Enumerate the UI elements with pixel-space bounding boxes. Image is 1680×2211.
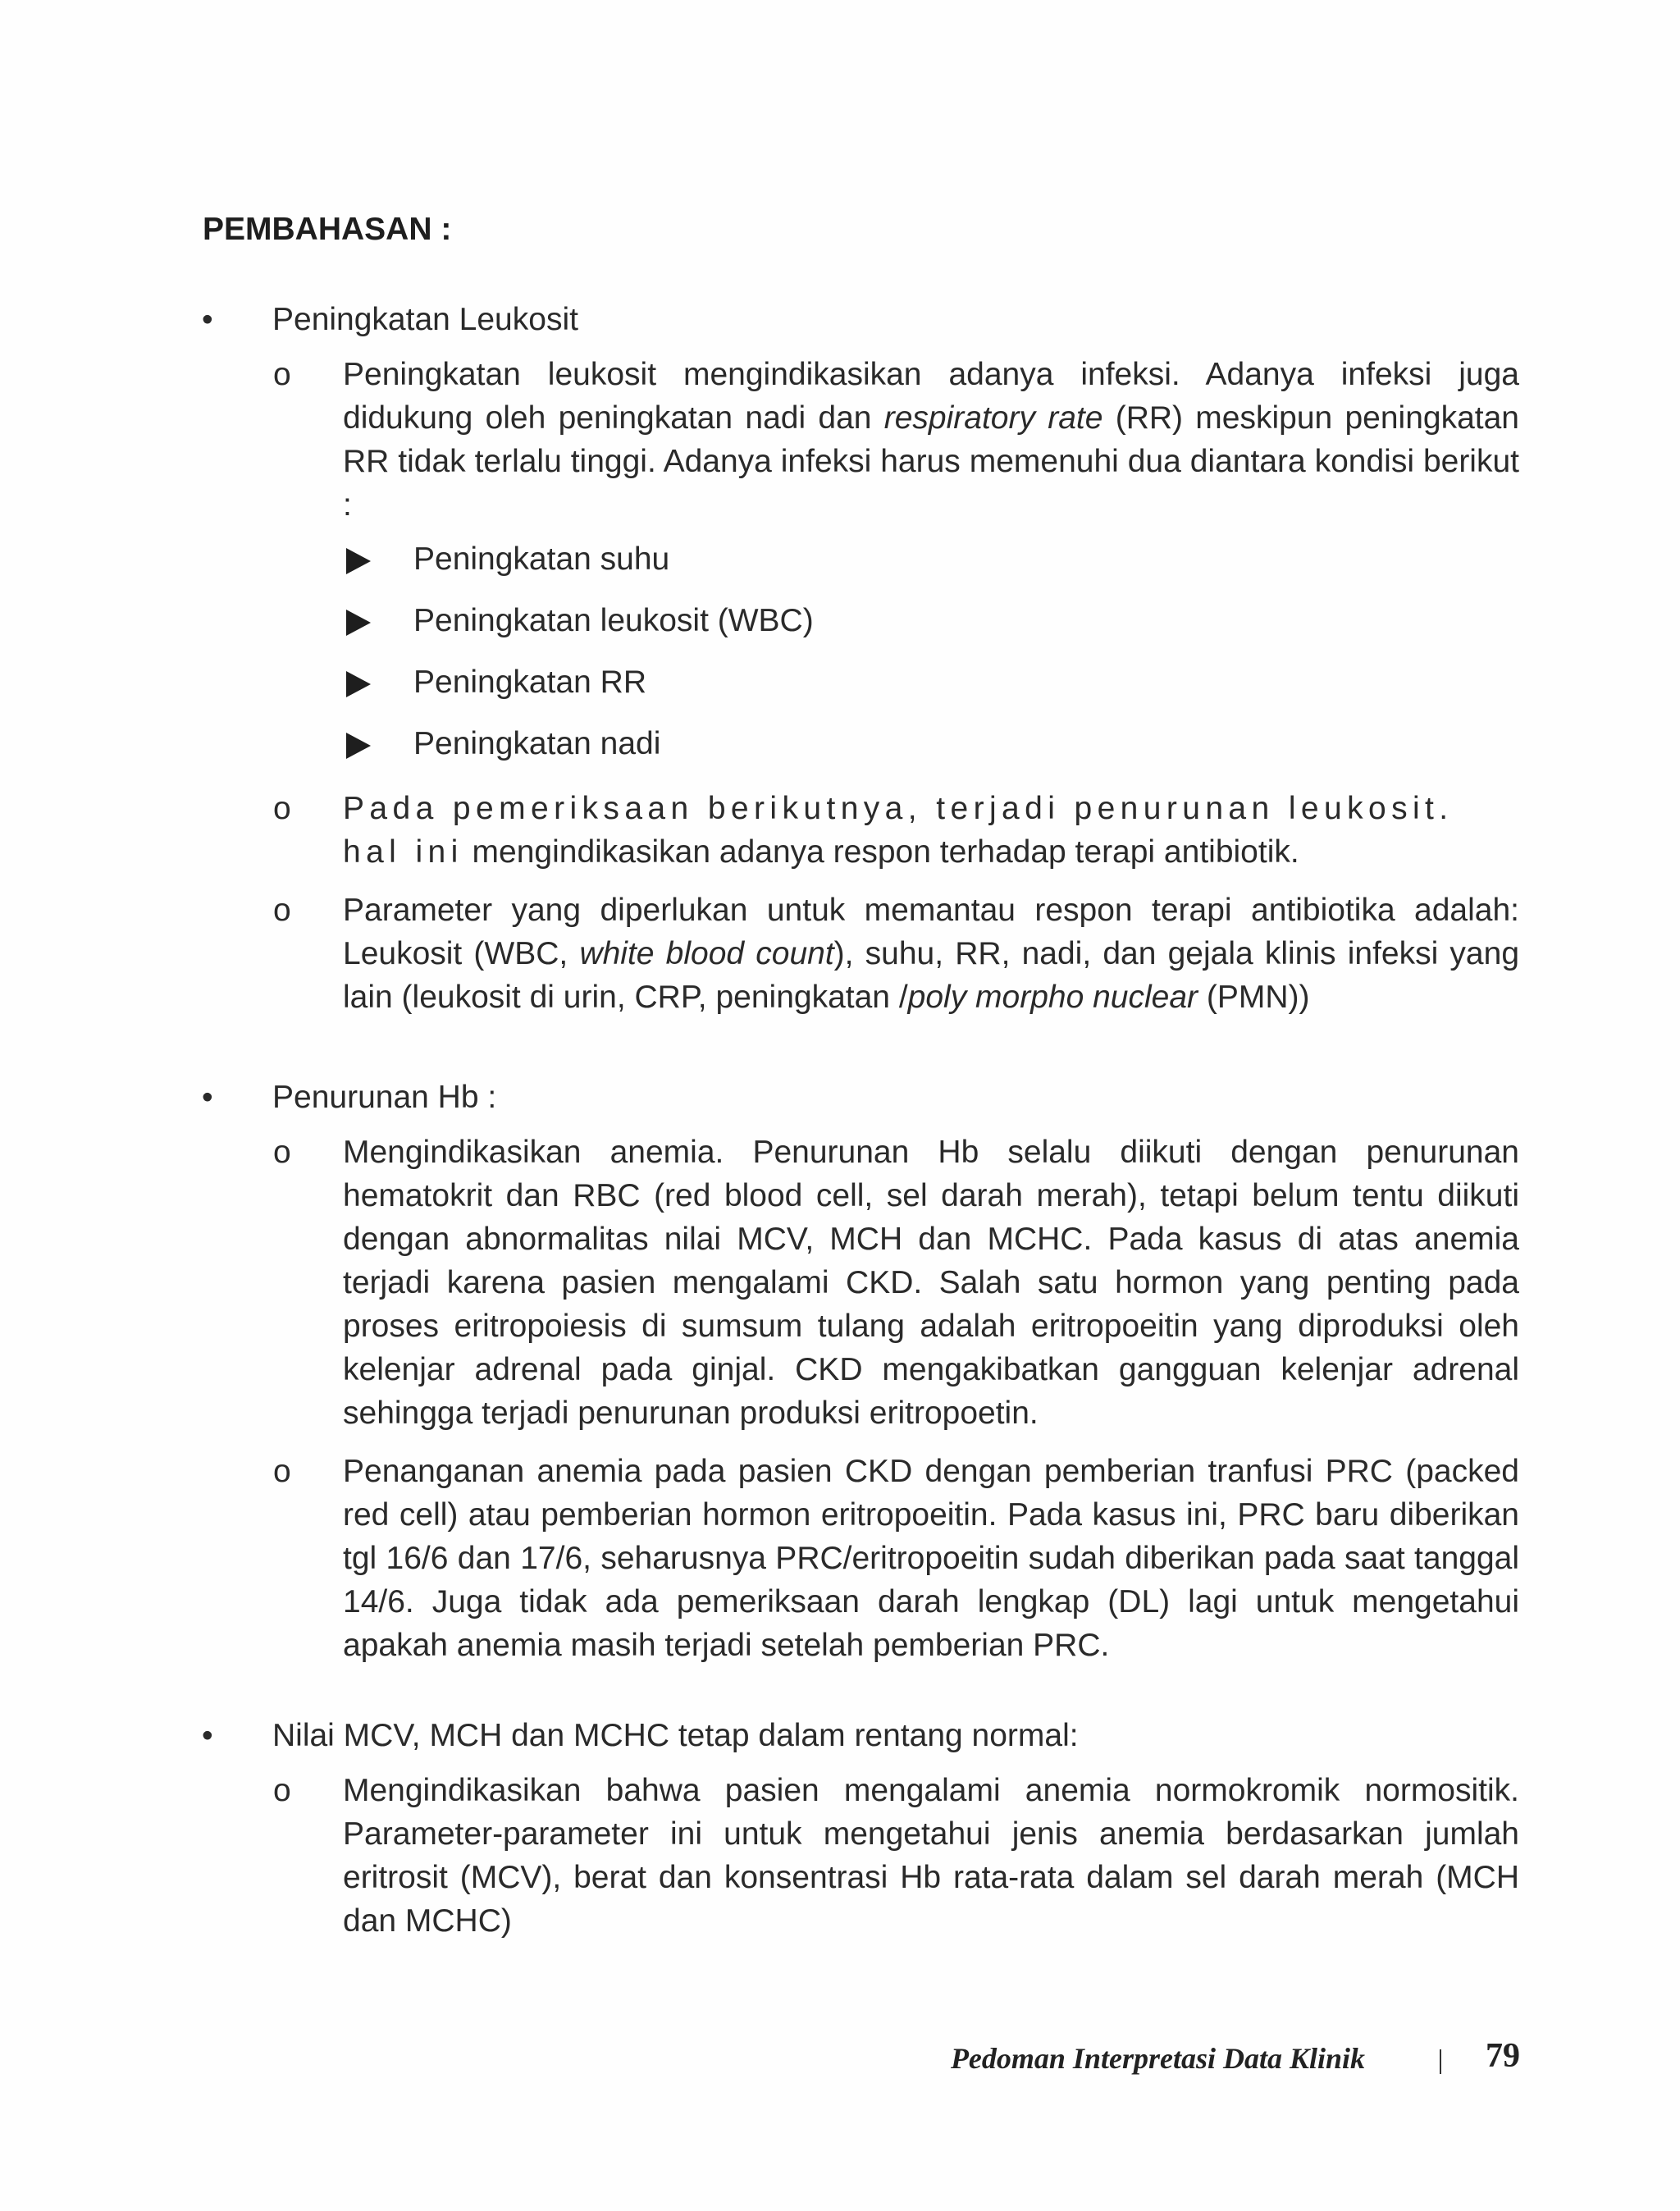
sub-item bbox=[0, 787, 1680, 874]
triangle-bullet-icon bbox=[346, 671, 371, 697]
sub-marker: o bbox=[273, 791, 291, 826]
bullet-marker: • bbox=[202, 1080, 213, 1115]
bullet-item bbox=[0, 1076, 1680, 1126]
sub-item bbox=[0, 1769, 1680, 1943]
bullet-title: Nilai MCV, MCH dan MCHC tetap dalam rentang normal: bbox=[272, 1718, 1079, 1753]
bullet-marker: • bbox=[202, 1718, 213, 1753]
bullet-title: Penurunan Hb : bbox=[272, 1080, 497, 1115]
sub-item bbox=[0, 353, 1680, 527]
sub-item-text: Parameter yang diperlukan untuk memantau respon terapi antibiotika adalah: Leukosit (WBC, white blood count), suhu, RR, nadi, dan gejala klinis infeksi yang lain (leukosit di urin, CRP, peningkatan /poly morpho nuclear (PMN)) bbox=[343, 893, 1520, 1015]
criteria-item: Peningkatan suhu bbox=[0, 538, 1680, 600]
criteria-item: Peningkatan RR bbox=[0, 661, 1680, 723]
footer-book-title: Pedoman Interpretasi Data Klinik bbox=[950, 2042, 1365, 2075]
sub-item-text: Mengindikasikan anemia. Penurunan Hb selalu diikuti dengan penurunan hematokrit dan RBC (red blood cell, sel darah merah), tetapi belum tentu diikuti dengan abnormalitas nilai MCV, MCH dan MCHC. Pada kasus di atas anemia terjadi karena pasien mengalami CKD. Salah satu hormon yang penting pada proses eritropoiesis di sumsum tulang adalah eritropoeitin yang diproduksi oleh kelenjar adrenal pada ginjal. CKD mengakibatkan gangguan kelenjar adrenal sehingga terjadi penurunan produksi eritropoetin. bbox=[343, 1135, 1519, 1431]
sub-item-text: Mengindikasikan bahwa pasien mengalami anemia normokromik normositik. Parameter-parameter ini untuk mengetahui jenis anemia berdasarkan jumlah eritrosit (MCV), berat dan konsentrasi Hb rata-rata dalam sel darah merah (MCH dan MCHC) bbox=[343, 1773, 1519, 1939]
criteria-item: Peningkatan nadi bbox=[0, 723, 1680, 772]
section-leukosit bbox=[0, 299, 1680, 1019]
triangle-bullet-icon bbox=[346, 610, 371, 636]
footer-divider bbox=[1440, 2049, 1441, 2074]
sub-marker: o bbox=[273, 893, 291, 928]
sub-marker: o bbox=[273, 357, 291, 392]
sub-item bbox=[0, 1450, 1680, 1667]
sub-marker: o bbox=[273, 1454, 291, 1489]
page-number: 79 bbox=[1486, 2037, 1520, 2075]
sub-marker: o bbox=[273, 1773, 291, 1808]
bullet-marker: • bbox=[202, 302, 213, 337]
sub-item-text: Peningkatan leukosit mengindikasikan adanya infeksi. Adanya infeksi juga didukung oleh peningkatan nadi dan respiratory rate (RR) meskipun peningkatan RR tidak terlalu tinggi. Adanya infeksi harus memenuhi dua diantara kondisi berikut : bbox=[343, 357, 1519, 523]
bullet-title: Peningkatan Leukosit bbox=[272, 302, 578, 337]
page-footer bbox=[0, 2035, 1680, 2084]
sub-item-text: Pada pemeriksaan berikutnya, terjadi penurunan leukosit. hal ini mengindikasikan adanya respon terhadap terapi antibiotik. bbox=[343, 791, 1454, 870]
bullet-item bbox=[0, 1715, 1680, 1764]
sub-item bbox=[0, 1131, 1680, 1435]
triangle-bullet-icon bbox=[346, 733, 371, 759]
sub-item bbox=[0, 889, 1680, 1019]
sub-item-text: Penanganan anemia pada pasien CKD dengan pemberian tranfusi PRC (packed red cell) atau pemberian hormon eritropoeitin. Pada kasus ini, PRC baru diberikan tgl 16/6 dan 17/6, seharusnya PRC/eritropoeitin sudah diberikan pada saat tanggal 14/6. Juga tidak ada pemeriksaan darah lengkap (DL) lagi untuk mengetahui apakah anemia masih terjadi setelah pemberian PRC. bbox=[343, 1454, 1519, 1663]
bullet-item bbox=[0, 299, 1680, 348]
triangle-bullet-icon bbox=[346, 548, 371, 574]
section-heading: PEMBAHASAN : bbox=[203, 212, 452, 247]
sub-marker: o bbox=[273, 1135, 291, 1170]
criteria-list bbox=[0, 538, 1680, 772]
criteria-item: Peningkatan leukosit (WBC) bbox=[0, 600, 1680, 661]
section-hb bbox=[0, 1076, 1680, 1667]
section-mcv bbox=[0, 1715, 1680, 1943]
